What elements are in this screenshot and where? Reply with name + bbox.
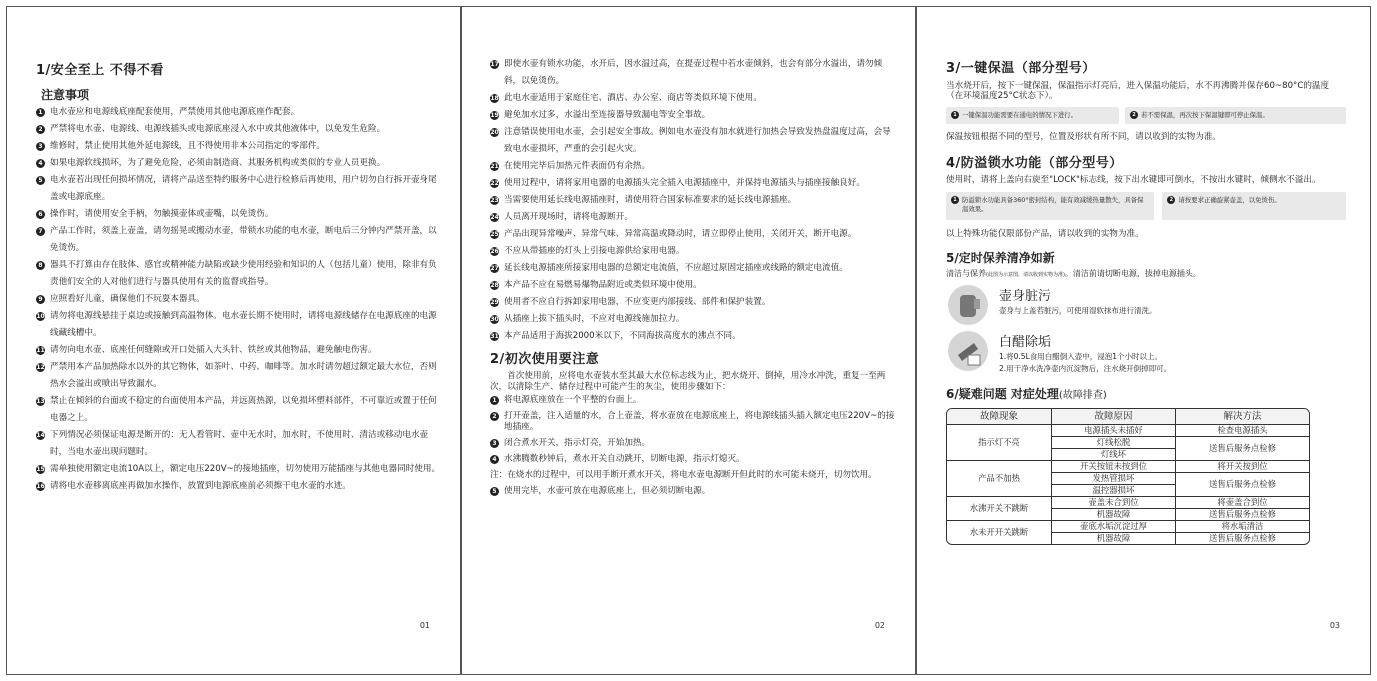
item-number: 10: [36, 313, 45, 320]
list-item: [36, 138, 441, 155]
item-text: 产品出现异常噪声、异常气味、异常高温或降动时，请立即停止使用，关闭开关，断开电源。: [504, 229, 857, 239]
item-text: 闭合煮水开关，指示灯亮，开始加热。: [504, 438, 651, 448]
table-header: 故障原因: [1052, 409, 1176, 425]
list-item: [490, 328, 895, 345]
item-number: 29: [490, 299, 499, 306]
page-1: [6, 6, 461, 675]
item-number: 19: [490, 112, 499, 119]
list-item: [490, 454, 895, 465]
section-1-subtitle: 注意事项: [41, 88, 90, 102]
item-number: 30: [490, 316, 499, 323]
lock-note-1: 1 防溢锁水功能具备360°密封结构，能有效减缓热量散失，具备保温效果。: [946, 192, 1154, 220]
list-item: [490, 294, 895, 311]
item-text: 此电水壶适用于家庭住宅、酒店、办公室、商店等类似环境下使用。: [504, 93, 762, 103]
cause-cell: 灯线松脱: [1052, 437, 1176, 449]
item-number: 2: [490, 412, 499, 421]
table-row: [947, 461, 1309, 473]
item-number: 9: [36, 295, 45, 304]
list-item: [490, 192, 895, 209]
item-text: 下列情况必须保证电源是断开的：无人看管时、壶中无水时，加水时，不使用时、清洁或移动电水壶时，当电水壶出现问题时。: [50, 430, 429, 457]
section-5-title: 5/定时保养清净如新: [946, 251, 1055, 265]
item-number: 8: [36, 261, 45, 270]
section-6-title: 6/疑难问题 对症处理: [946, 387, 1059, 401]
descaling-image: [948, 331, 988, 371]
item-text: 应照看好儿童，确保他们不玩耍本器具。: [50, 294, 205, 304]
item-text: 在使用完毕后加热元件表面仍有余热。: [504, 161, 651, 171]
list-item: [36, 121, 441, 138]
item-text: 请将电水壶移离底座再做加水操作，放置到电源底座前必须擦干电水壶的水迹。: [50, 481, 351, 491]
item-number: 13: [36, 398, 45, 405]
item-text: 打开壶盖，注入适量的水，合上壶盖，将水壶放在电源底座上，将电源线插头插入额定电压220V~的接地插座。: [504, 411, 895, 432]
symptom-cell: 指示灯不亮: [947, 425, 1052, 461]
table-header: 解决方法: [1176, 409, 1310, 425]
item-text: 注意错误使用电水壶，会引起安全事故。例如电水壶没有加水就进行加热会导致发热盘温度过高，会导致电水壶损坏，严重的会引起火灾。: [504, 127, 891, 154]
list-item: [490, 56, 895, 90]
item-number: 7: [36, 227, 45, 236]
clean-2-title: 白醋除垢: [999, 335, 1052, 350]
list-item: [490, 209, 895, 226]
clean-2-text-2: 2.用干净水洗净壶内沉淀物后，注水烧开倒掉即可。: [999, 364, 1172, 373]
item-number: 3: [36, 142, 45, 151]
fix-cell: 送售后服务点检修: [1176, 473, 1310, 497]
fix-cell: 送售后服务点检修: [1176, 509, 1310, 521]
list-item: [490, 175, 895, 192]
step-number: 5: [490, 487, 499, 496]
item-text: 产品工作时，须盖上壶盖，请勿摇晃或搬动水壶，带锁水功能的电水壶，断电后三分钟内严禁开盖，以免烫伤。: [50, 226, 437, 253]
symptom-cell: 水未开开关跳断: [947, 521, 1052, 545]
list-item: [490, 260, 895, 277]
item-text: 操作时，请使用安全手柄，勿触摸壶体或壶嘴，以免烫伤。: [50, 209, 274, 219]
list-item: [36, 427, 441, 461]
table-row: [947, 497, 1309, 509]
item-text: 本产品适用于海拔2000米以下，不同海拔高度水的沸点不同。: [504, 331, 741, 341]
item-number: 25: [490, 231, 499, 238]
item-text: 当需要使用延长线电源插座时，请使用符合国家标准要求的延长线电源插座。: [504, 195, 797, 205]
clean-1-text: 壶身与上盖若脏污，可使用湿软抹布进行清洗。: [999, 306, 1157, 315]
section-6-heading: [946, 383, 1346, 402]
item-number: 1: [36, 108, 45, 117]
list-item: [36, 206, 441, 223]
first-use-note: 注：在烧水的过程中，可以用手断开煮水开关，将电水壶电源断开但此时的水可能未烧开，切勿饮用。: [490, 470, 877, 480]
list-item: [490, 158, 895, 175]
lock-note-2: 2 请按要求正确旋紧壶盖，以免烫伤。: [1162, 192, 1346, 220]
section-4-title: 4/防溢锁水功能（部分型号）: [946, 156, 1123, 171]
item-text: 即使水壶有锁水功能，水开后，因水温过高，在提壶过程中若水壶倾斜，也会有部分水溢出，请勿倾斜，以免烫伤。: [504, 59, 883, 86]
item-number: 3: [490, 439, 499, 448]
item-number: 17: [490, 61, 499, 68]
cause-cell: 壶盖未合到位: [1052, 497, 1176, 509]
table-header: 故障现象: [947, 409, 1052, 425]
item-text: 严禁将电水壶、电源线、电源线插头或电源底座浸入水中或其他液体中，以免发生危险。: [50, 124, 386, 134]
step-text: 使用完毕，水壶可放在电源底座上，但必须切断电源。: [504, 486, 711, 496]
item-number: 5: [36, 176, 45, 185]
clean-2-text-1: 1.将0.5L食用白醋倒入壶中，浸泡1个小时以上。: [999, 352, 1163, 361]
cause-cell: 壶底水垢沉淀过厚: [1052, 521, 1176, 533]
list-item: [490, 226, 895, 243]
intro-text: 。清洁前请切断电源，拔掉电源插头。: [1064, 269, 1201, 278]
lock-text: 使用时，请将上盖向右旋至"LOCK"标志线，按下出水键即可倒水，不按出水键时，倾侧水不溢出。: [946, 175, 1321, 185]
list-item: [36, 155, 441, 172]
item-number: 28: [490, 282, 499, 289]
list-item: [36, 342, 441, 359]
item-number: 12: [36, 364, 45, 371]
section-2-title: 2/初次使用要注意: [490, 352, 600, 367]
keep-warm-text: 当水烧开后，按下一键保温，保温指示灯亮后，进入保温功能后，水不再沸腾并保存60~80°C的温度（在环境温度25°C状态下）。: [946, 81, 1330, 101]
cause-cell: 电源插头未插好: [1052, 425, 1176, 437]
page-number: 02: [874, 621, 885, 630]
cause-cell: 发热管损坏: [1052, 473, 1176, 485]
section-3-title: 3/一键保温（部分型号）: [946, 61, 1096, 76]
cause-cell: 机器故障: [1052, 509, 1176, 521]
list-item: [36, 359, 441, 393]
kettle-body-image: [948, 285, 988, 325]
list-item: [490, 411, 895, 433]
item-number: 6: [36, 210, 45, 219]
troubleshooting-table: [947, 409, 1309, 544]
list-item: [36, 393, 441, 427]
item-number: 31: [490, 333, 499, 340]
item-number: 14: [36, 432, 45, 439]
item-number: 4: [490, 455, 499, 464]
item-number: 23: [490, 197, 499, 204]
item-number: 21: [490, 163, 499, 170]
cause-cell: 温控器损坏: [1052, 485, 1176, 497]
item-number: 20: [490, 129, 499, 136]
list-item: [36, 223, 441, 257]
item-number: 16: [36, 483, 45, 490]
list-item: [36, 291, 441, 308]
clean-1-title: 壶身脏污: [999, 289, 1052, 304]
list-item: [490, 124, 895, 158]
item-text: 水沸腾数秒钟后，煮水开关自动跳开，切断电源，指示灯熄灭。: [504, 454, 745, 464]
cause-cell: 开关按钮未按到位: [1052, 461, 1176, 473]
list-item: [490, 243, 895, 260]
list-item: [36, 257, 441, 291]
item-number: 24: [490, 214, 499, 221]
item-number: 18: [490, 95, 499, 102]
item-text: 本产品不应在易燃易爆物品附近或类似环境中使用。: [504, 280, 702, 290]
safety-list-continued: [490, 56, 895, 345]
list-item: [36, 172, 441, 206]
first-use-steps: [490, 395, 895, 465]
item-number: 11: [36, 347, 45, 354]
intro-text: 清洁与保养: [946, 269, 986, 278]
note-text: 若不需保温，再次按下保温键即可停止保温。: [1141, 111, 1269, 119]
item-text: 人员离开现场时，请将电源断开。: [504, 212, 633, 222]
note-text: 请按要求正确旋紧壶盖，以免烫伤。: [1178, 196, 1281, 204]
list-item: [490, 90, 895, 107]
page-number: 03: [1329, 621, 1340, 630]
item-number: 2: [36, 125, 45, 134]
item-text: 避免加水过多，水溢出至连接器导致漏电等安全事故。: [504, 110, 711, 120]
item-text: 使用者不应自行拆卸家用电器，不应变更内部接线、部件和保护装置。: [504, 297, 771, 307]
item-text: 从插座上拔下插头时，不应对电源线施加拉力。: [504, 314, 685, 324]
item-text: 禁止在倾斜的台面或不稳定的台面使用本产品，并远离热源，以免损坏塑料部件，不可靠近或置于任何电器之上。: [50, 396, 437, 423]
list-item: [490, 311, 895, 328]
note-text: 一键保温功能需要在通电的情况下进行。: [962, 111, 1078, 119]
safety-list: [36, 104, 441, 495]
item-text: 电水壶若出现任何损坏情况，请将产品送至特约服务中心进行检修后再使用，用户切勿自行拆开壶身尾盖或电源底座。: [50, 175, 437, 202]
table-row: [947, 521, 1309, 533]
troubleshooting-table-wrapper: [946, 408, 1310, 545]
item-number: 26: [490, 248, 499, 255]
cause-cell: 灯线坏: [1052, 449, 1176, 461]
item-text: 使用过程中，请将家用电器的电源插头完全插入电源插座中，并保持电源插头与插座接触良好。: [504, 178, 865, 188]
fix-cell: 送售后服务点检修: [1176, 437, 1310, 461]
item-text: 将电源底座放在一个平整的台面上。: [504, 395, 642, 405]
keep-warm-note-2: 2 若不需保温，再次按下保温键即可停止保温。: [1125, 107, 1346, 124]
list-item: [490, 483, 895, 500]
section-6-subtitle: (故障排查): [1058, 390, 1107, 401]
item-number: 27: [490, 265, 499, 272]
list-item: [490, 107, 895, 124]
table-row: [947, 425, 1309, 437]
item-number: 22: [490, 180, 499, 187]
list-item: [490, 438, 895, 449]
item-text: 如果电源软线损坏，为了避免危险，必须由制造商、其服务机构或类似的专业人员更换。: [50, 158, 386, 168]
cause-cell: 机器故障: [1052, 533, 1176, 545]
page-number: 01: [419, 621, 430, 630]
list-item: [490, 395, 895, 406]
lock-after: 以上特殊功能仅限部份产品，请以收到的实物为准。: [946, 229, 1144, 239]
item-text: 请勿向电水壶、底座任何缝隙或开口处插入大头针、铁丝或其他物品，避免触电伤害。: [50, 345, 377, 355]
item-number: 15: [36, 466, 45, 473]
list-item: [36, 308, 441, 342]
item-text: 电水壶应和电源线底座配套使用，严禁使用其他电源底座作配套。: [50, 107, 300, 117]
list-item: [36, 461, 441, 478]
page-2: [461, 6, 916, 675]
fix-cell: 检查电源插头: [1176, 425, 1310, 437]
item-number: 4: [36, 159, 45, 168]
list-item: [36, 104, 441, 121]
item-text: 请勿将电源线悬挂于桌边或接触到高温物体。电水壶长期不使用时，请将电源线储存在电源底座的电源线藏线槽中。: [50, 311, 437, 338]
item-text: 需单独使用额定电流10A以上，额定电压220V~的接地插座，切勿使用万能插座与其他电器同时使用。: [50, 464, 441, 474]
section-1-title: 1/安全至上 不得不看: [36, 63, 164, 78]
item-number: 1: [490, 396, 499, 405]
item-text: 延长线电源插座所接家用电器的总额定电流值，不应超过原固定插座或线路的额定电流值。: [504, 263, 848, 273]
fix-cell: 将开关按到位: [1176, 461, 1310, 473]
page-3: [916, 6, 1371, 675]
item-text: 严禁用本产品加热除水以外的其它物体，如茶叶、中药、咖啡等。加水时请勿超过额定最大水位，否则热水会溢出或喷出导致漏水。: [50, 362, 437, 389]
fix-cell: 送售后服务点检修: [1176, 533, 1310, 545]
item-text: 器具不打算由存在肢体、感官或精神能力缺陷或缺少使用经验和知识的人（包括儿童）使用，除非有负责他们安全的人对他们进行与器具使用有关的监督或指导。: [50, 260, 437, 287]
intro-small: (此图为示意图，请以收到实物为准): [986, 272, 1065, 278]
list-item: [490, 277, 895, 294]
note-text: 防溢锁水功能具备360°密封结构，能有效减缓热量散失，具备保温效果。: [962, 196, 1144, 213]
item-text: 维修时，禁止使用其他外延电源线，且不得使用非本公司指定的零部件。: [50, 141, 326, 151]
first-use-intro: 首次使用前，应将电水壶装水至其最大水位标志线为止，把水烧开、倒掉，用冷水冲洗，重复一至两次，以清除生产、储存过程中可能产生的灰尘，使用步骤如下：: [490, 371, 886, 392]
item-text: 不应从带插座的灯头上引接电源供给家用电器。: [504, 246, 685, 256]
symptom-cell: 产品不加热: [947, 461, 1052, 497]
keep-warm-after: 保温按钮根据不同的型号，位置及形状有所不同，请以收到的实物为准。: [946, 132, 1222, 142]
list-item: [36, 478, 441, 495]
cleaning-intro: [946, 268, 1346, 279]
fix-cell: 将壶盖合到位: [1176, 497, 1310, 509]
keep-warm-note-1: 1 一键保温功能需要在通电的情况下进行。: [946, 107, 1119, 124]
symptom-cell: 水沸开关不跳断: [947, 497, 1052, 521]
fix-cell: 将水垢清洁: [1176, 521, 1310, 533]
